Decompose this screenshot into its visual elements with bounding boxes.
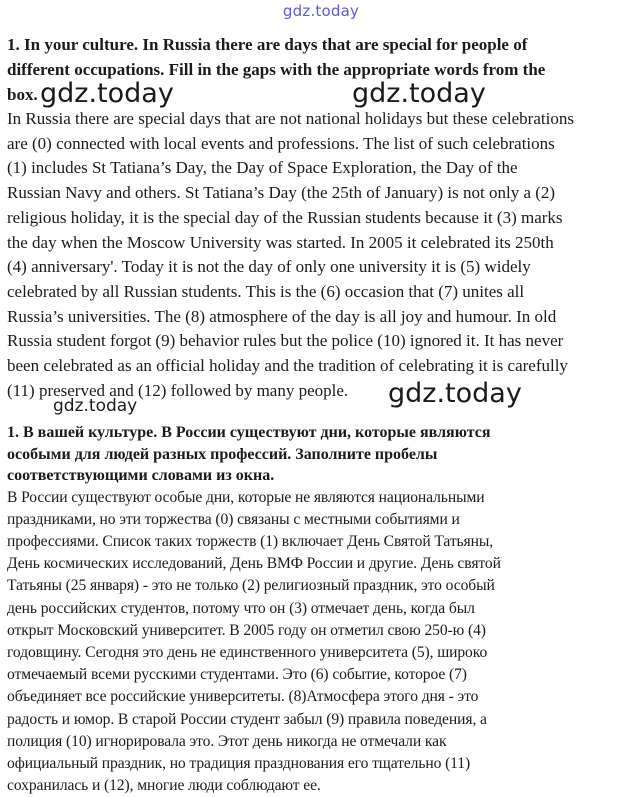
english-heading-line: box. [7,82,633,107]
watermark-overlay: gdz.today [388,380,522,407]
russian-exercise [7,422,633,797]
english-body-line: the day when the Moscow University was started. In 2005 it celebrated its 250th [7,231,633,256]
russian-body-line: Татьяны (25 января) - это не только (2) религиозный праздник, это особый [7,575,633,597]
russian-body-line: объединяет все российские университеты. (8)Атмосфера этого дня - это [7,686,633,708]
russian-body-line: полиция (10) игнорировала это. Этот день никогда не отмечали как [7,731,633,753]
watermark-overlay: gdz.today [53,398,137,415]
watermark-overlay: gdz.today [40,80,174,107]
russian-heading-line: особыми для людей разных профессий. Заполните пробелы [7,444,633,466]
russian-body-line: отмечаемый всеми русскими студентами. Это (6) событие, которое (7) [7,664,633,686]
english-body-line: (11) preserved and (12) followed by many people. [7,379,633,404]
english-body-line: religious holiday, it is the special day of the Russian students because it (3) marks [7,206,633,231]
english-heading-line: different occupations. Fill in the gaps with the appropriate words from the [7,57,633,82]
russian-body-line: профессиями. Список таких торжеств (1) включает День Святой Татьяны, [7,531,633,553]
russian-body-line: День космических исследований, День ВМФ России и другие. День святой [7,553,633,575]
russian-body-line: годовщину. Сегодня это день не единственного университета (5), широко [7,642,633,664]
russian-body-line: открыт Московский университет. В 2005 году он отметил свою 250-ю (4) [7,620,633,642]
english-heading-line: 1. In your culture. In Russia there are days that are special for people of [7,32,633,57]
english-body-line: Russian Navy and others. St Tatiana’s Day (the 25th of January) is not only a (2) [7,181,633,206]
english-body-line: Russia student forgot (9) behavior rules but the police (10) ignored it. It has never [7,329,633,354]
top-watermark: gdz.today [0,2,642,20]
watermark-overlay: gdz.today [352,80,486,107]
russian-heading [7,422,633,487]
russian-body-line: праздниками, но эти торжества (0) связаны с местными событиями и [7,509,633,531]
english-body-line: In Russia there are special days that are not national holidays but these celebrations [7,107,633,132]
english-body-line: Russia’s universities. The (8) atmosphere of the day is all joy and humour. In old [7,305,633,330]
russian-body-line: В России существуют особые дни, которые не являются национальными [7,487,633,509]
english-body-line: celebrated by all Russian students. This is the (6) occasion that (7) unites all [7,280,633,305]
russian-body-line: радость и юмор. В старой России студент забыл (9) правила поведения, а [7,709,633,731]
english-body [7,107,633,403]
russian-body [7,487,633,797]
english-body-line: (1) includes St Tatiana’s Day, the Day of Space Exploration, the Day of the [7,156,633,181]
russian-body-line: официальный праздник, но традиция празднования его тщательно (11) [7,753,633,775]
russian-body-line: сохранилась и (12), многие люди соблюдают ее. [7,775,633,797]
english-body-line: (4) anniversary'. Today it is not the day of only one university it is (5) widely [7,255,633,280]
russian-heading-line: 1. В вашей культуре. В России существуют дни, которые являются [7,422,633,444]
russian-body-line: день российских студентов, потому что он (3) отмечает день, когда был [7,598,633,620]
russian-heading-line: соответствующими словами из окна. [7,465,633,487]
english-body-line: been celebrated as an official holiday and the tradition of celebrating it is carefully [7,354,633,379]
english-body-line: are (0) connected with local events and professions. The list of such celebrations [7,132,633,157]
